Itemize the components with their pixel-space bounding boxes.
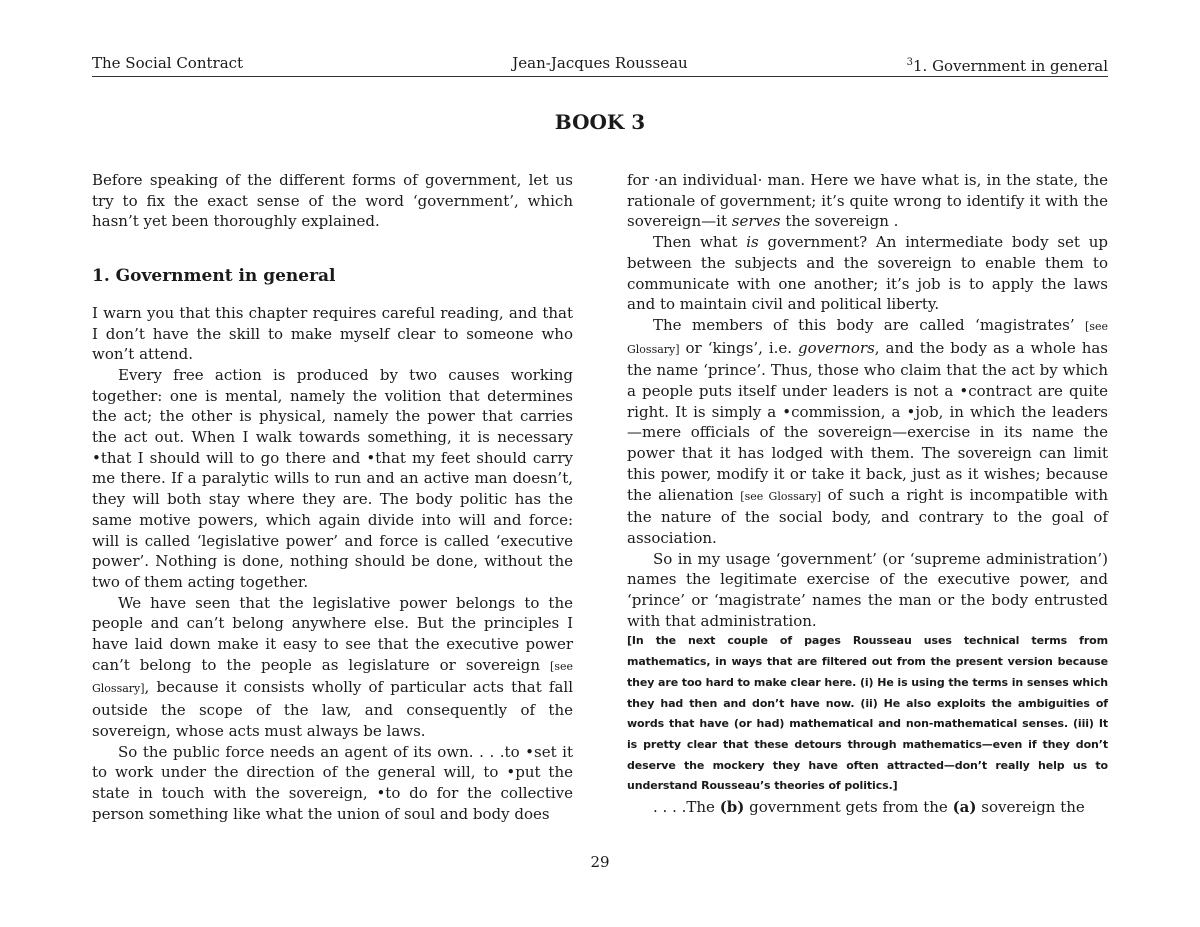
left-column [92, 170, 573, 824]
text-run: of such a right is incompatible with the nature of the social body, and contrary to the goal of association. [627, 485, 1108, 547]
header-book-title: The Social Contract [92, 54, 244, 72]
paragraph: I warn you that this chapter requires careful reading, and that I don’t have the skill to make myself clear to someone who won’t attend. [92, 303, 573, 364]
text-run: government? An intermediate body set up between the subjects and the sovereign to enable them to communicate with one another; it’s job is to apply the laws and to maintain civil and political liberty. [627, 233, 1108, 314]
label-b: (b) [719, 798, 745, 817]
text-run: sovereign the [976, 798, 1085, 817]
editor-note: [In the next couple of pages Rousseau uses technical terms from mathematics, in ways that are filtered out from the present version because they are too hard to make clear here. (i) He is using the terms in senses which they had then and don’t have now. (ii) He also exploits the ambiguities of words that have (or had) mathematical and non-mathematical senses. (iii) It is pretty clear that these detours through mathematics—even if they don’t deserve the mockery they have often attracted—don’t really help us to understand Rousseau’s theories of politics.] [627, 634, 1108, 793]
header-author: Jean-Jacques Rousseau [512, 54, 688, 72]
glossary-ref: [see Glossary] [92, 659, 573, 696]
paragraph [627, 797, 1108, 818]
page-number: 29 [590, 853, 610, 871]
text-run: for ·an individual· man. Here we have what is, in the state, the rationale of government; it’s quite wrong to identify it with the sovereign—it [627, 171, 1108, 231]
text-run: . . . .The [653, 798, 720, 817]
section-heading: 1. Government in general [92, 266, 336, 287]
glossary-ref: [see Glossary] [627, 319, 1108, 356]
paragraph: So the public force needs an agent of its own. . . .to •set it to work under the direction of the general will, to •put the state in touch with the sovereign, •to do for the collective person something like what the union of soul and body does [92, 742, 573, 823]
text-run: The members of this body are called ‘magistrates’ [653, 315, 1086, 334]
text-run: or ‘kings’, i.e. [679, 338, 799, 357]
paragraph [627, 315, 1108, 549]
emphasis: is [746, 233, 759, 252]
label-a: (a) [952, 798, 977, 817]
glossary-ref: [see Glossary] [740, 489, 822, 503]
header-section-title: 1. Government in general [913, 57, 1108, 75]
text-run: Then what [653, 233, 747, 252]
intro-paragraph: Before speaking of the different forms of government, let us try to fix the exact sense of the word ‘government’, which hasn’t yet been thoroughly explained. [92, 171, 573, 231]
emphasis: serves [731, 212, 781, 231]
paragraph: Every free action is produced by two causes working together: one is mental, namely the volition that determines the act; the other is physical, namely the power that carries the act out. When I walk towards something, it is necessary •that I should will to go there and •that my feet should carry me there. If a paralytic wills to run and an active man doesn’t, they will both stay where they are. The body politic has the same motive powers, which again divide into will and force: will is called ‘legislative power’ and force is called ‘executive power’. Nothing is done, nothing should be done, without the two of them acting together. [92, 365, 573, 591]
text-run: We have seen that the legislative power belongs to the people and can’t belong anywhere else. But the principles I have laid down make it easy to see that the executive power can’t belong to the people as legislature or sovereign [92, 593, 573, 674]
book-title: BOOK 3 [554, 110, 646, 134]
text-run: , because it consists wholly of particular acts that fall outside the scope of the law, and consequently of the sovereign, whose acts must always be laws. [92, 678, 573, 740]
paragraph [92, 593, 573, 742]
text-run: , and the body as a whole has the name ‘prince’. Thus, those who claim that the act by which a people puts itself under leaders is not a •contract are quite right. It is simply a •commission, a •job, in which the leaders—mere officials of the sovereign—exercise in its name the power that it has lodged with them. The sovereign can limit this power, modify it or take it back, just as it wishes; because the alienation [627, 338, 1108, 504]
text-run: government gets from the [744, 798, 953, 817]
emphasis: governors [798, 338, 875, 357]
header-book-number: 3 [906, 57, 913, 68]
text-run: the sovereign . [780, 212, 899, 231]
right-column [627, 170, 1108, 818]
header-section [907, 52, 1108, 77]
running-head [92, 52, 1108, 77]
paragraph: So in my usage ‘government’ (or ‘supreme administration’) names the legitimate exercise of the executive power, and ‘prince’ or ‘magistrate’ names the man or the body entrusted with that administration. [627, 549, 1108, 630]
paragraph [627, 170, 1108, 232]
paragraph [627, 232, 1108, 315]
